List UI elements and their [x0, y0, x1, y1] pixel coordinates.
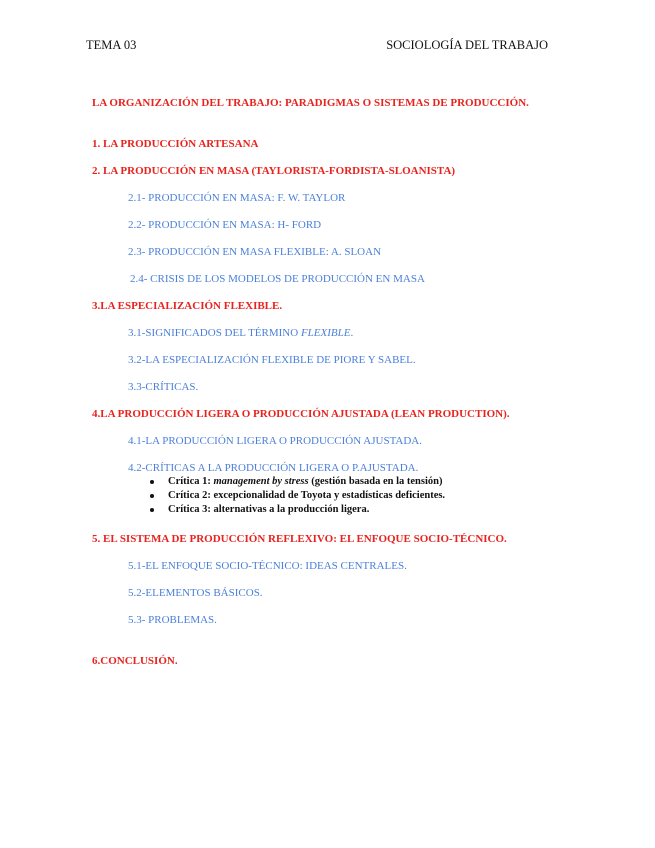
page-header [86, 38, 548, 54]
header-topic: TEMA 03 [86, 38, 137, 52]
section-3-heading: 3.LA ESPECIALIZACIÓN FLEXIBLE. [92, 300, 283, 312]
section-4-heading: 4.LA PRODUCCIÓN LIGERA O PRODUCCIÓN AJUSTADA (LEAN PRODUCTION). [92, 408, 510, 420]
subsection-3-1-suffix: . [350, 327, 354, 339]
critique-1-italic: management by stress [213, 476, 309, 487]
section-2-heading: 2. LA PRODUCCIÓN EN MASA (TAYLORISTA-FORDISTA-SLOANISTA) [92, 165, 456, 177]
bullet-icon [150, 508, 154, 512]
critique-1-label: Crítica 1: [168, 476, 214, 487]
subsection-5-2: 5.2-ELEMENTOS BÁSICOS. [128, 587, 263, 599]
subsection-2-2: 2.2- PRODUCCIÓN EN MASA: H- FORD [128, 219, 322, 231]
critique-bullet-list [148, 475, 445, 517]
document-title: LA ORGANIZACIÓN DEL TRABAJO: PARADIGMAS O SISTEMAS DE PRODUCCIÓN. [92, 97, 529, 109]
critique-1-item [148, 475, 445, 489]
subsection-4-2: 4.2-CRÍTICAS A LA PRODUCCIÓN LIGERA O P.AJUSTADA. [128, 462, 419, 474]
bullet-icon [150, 494, 154, 498]
critique-2-item [148, 489, 445, 503]
critique-3-item [148, 503, 445, 517]
subsection-2-3: 2.3- PRODUCCIÓN EN MASA FLEXIBLE: A. SLOAN [128, 246, 382, 258]
subsection-3-3: 3.3-CRÍTICAS. [128, 381, 199, 393]
bullet-icon [150, 480, 154, 484]
subsection-2-1: 2.1- PRODUCCIÓN EN MASA: F. W. TAYLOR [128, 192, 346, 204]
subsection-3-2: 3.2-LA ESPECIALIZACIÓN FLEXIBLE DE PIORE Y SABEL. [128, 354, 416, 366]
section-6-heading: 6.CONCLUSIÓN. [92, 655, 178, 667]
section-1-heading: 1. LA PRODUCCIÓN ARTESANA [92, 138, 259, 150]
subsection-3-1 [128, 327, 353, 339]
critique-2-text: Crítica 2: excepcionalidad de Toyota y estadísticas deficientes. [168, 490, 446, 501]
critique-1-rest: (gestión basada en la tensión) [308, 476, 443, 487]
subsection-2-4: 2.4- CRISIS DE LOS MODELOS DE PRODUCCIÓN EN MASA [130, 273, 425, 285]
header-subject: SOCIOLOGÍA DEL TRABAJO [386, 38, 548, 52]
subsection-4-1: 4.1-LA PRODUCCIÓN LIGERA O PRODUCCIÓN AJUSTADA. [128, 435, 423, 447]
critique-3-text: Crítica 3: alternativas a la producción ligera. [168, 504, 370, 515]
subsection-3-1-prefix: 3.1-SIGNIFICADOS DEL TÉRMINO [128, 327, 301, 339]
section-5-heading: 5. EL SISTEMA DE PRODUCCIÓN REFLEXIVO: EL ENFOQUE SOCIO-TÉCNICO. [92, 533, 507, 545]
subsection-5-3: 5.3- PROBLEMAS. [128, 614, 217, 626]
subsection-3-1-italic: FLEXIBLE [300, 327, 351, 339]
subsection-5-1: 5.1-EL ENFOQUE SOCIO-TÉCNICO: IDEAS CENTRALES. [128, 560, 407, 572]
